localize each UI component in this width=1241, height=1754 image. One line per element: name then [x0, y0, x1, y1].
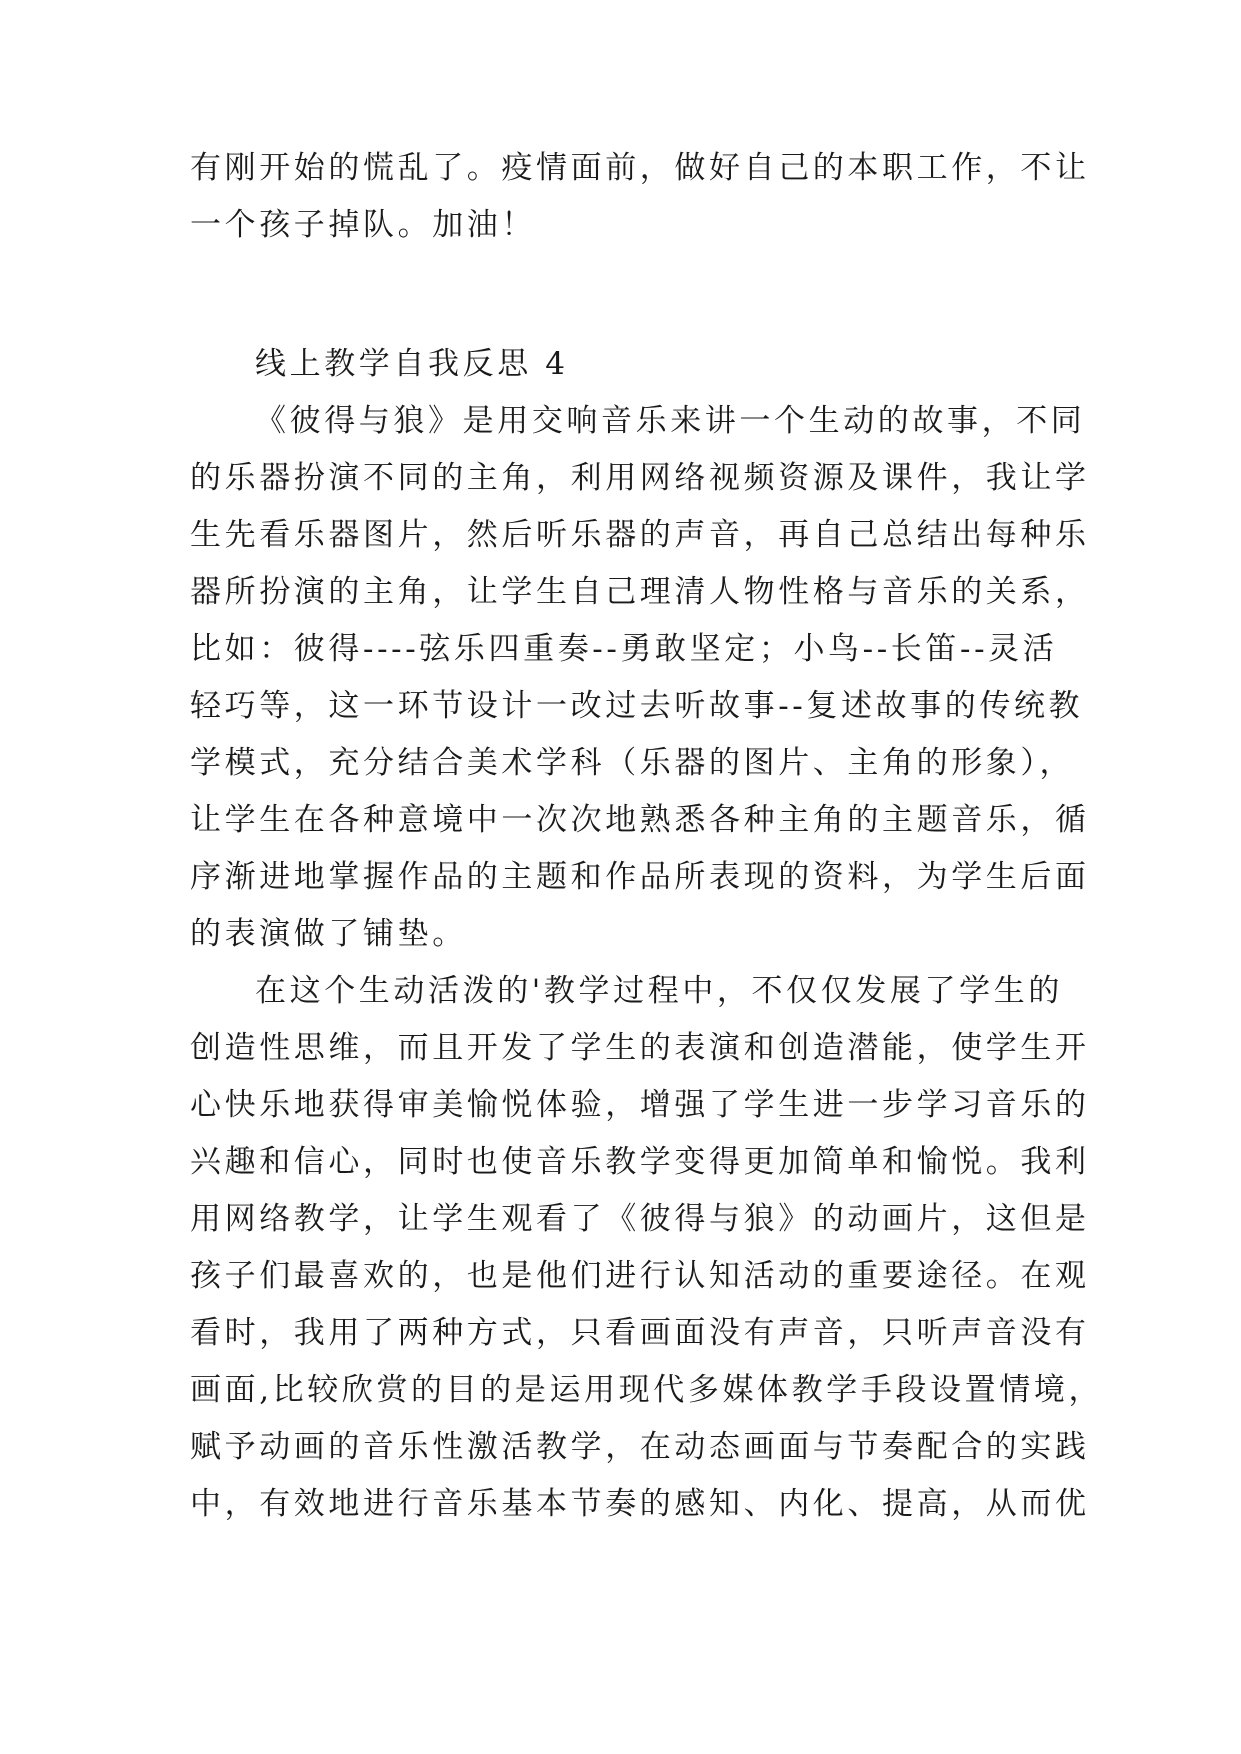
text-line: 赋予动画的音乐性激活教学，在动态画面与节奏配合的实践 [190, 1429, 1090, 1465]
text-line: 学模式，充分结合美术学科（乐器的图片、主角的形象）， [190, 745, 1075, 781]
text-line: 器所扮演的主角，让学生自己理清人物性格与音乐的关系， [190, 574, 1090, 610]
text-line: 的表演做了铺垫。 [190, 916, 467, 952]
text-line: 画面,比较欣赏的目的是运用现代多媒体教学手段设置情境， [190, 1372, 1104, 1408]
section-heading: 线上教学自我反思 4 [255, 346, 569, 382]
text-line: 生先看乐器图片，然后听乐器的声音，再自己总结出每种乐 [190, 517, 1090, 553]
text-line: 兴趣和信心，同时也使音乐教学变得更加简单和愉悦。我利 [190, 1144, 1090, 1180]
text-line: 比如：彼得----弦乐四重奏--勇敢坚定；小鸟--长笛--灵活 [190, 631, 1058, 667]
text-line: 在这个生动活泼的'教学过程中，不仅仅发展了学生的 [255, 973, 1063, 1009]
text-line: 创造性思维，而且开发了学生的表演和创造潜能，使学生开 [190, 1030, 1090, 1066]
text-line: 心快乐地获得审美愉悦体验，增强了学生进一步学习音乐的 [190, 1087, 1090, 1123]
text-line: 有刚开始的慌乱了。疫情面前，做好自己的本职工作，不让 [190, 150, 1090, 186]
text-line: 让学生在各种意境中一次次地熟悉各种主角的主题音乐，循 [190, 802, 1090, 838]
text-line: 的乐器扮演不同的主角，利用网络视频资源及课件，我让学 [190, 460, 1090, 496]
text-line: 《彼得与狼》是用交响音乐来讲一个生动的故事，不同 [255, 403, 1086, 439]
text-line: 轻巧等，这一环节设计一改过去听故事--复述故事的传统教 [190, 688, 1084, 724]
text-line: 中，有效地进行音乐基本节奏的感知、内化、提高，从而优 [190, 1486, 1090, 1522]
text-line: 看时，我用了两种方式，只看画面没有声音，只听声音没有 [190, 1315, 1090, 1351]
text-line: 一个孩子掉队。加油！ [190, 207, 536, 243]
text-line: 孩子们最喜欢的，也是他们进行认知活动的重要途径。在观 [190, 1258, 1090, 1294]
text-line: 用网络教学，让学生观看了《彼得与狼》的动画片，这但是 [190, 1201, 1090, 1237]
text-line: 序渐进地掌握作品的主题和作品所表现的资料，为学生后面 [190, 859, 1090, 895]
